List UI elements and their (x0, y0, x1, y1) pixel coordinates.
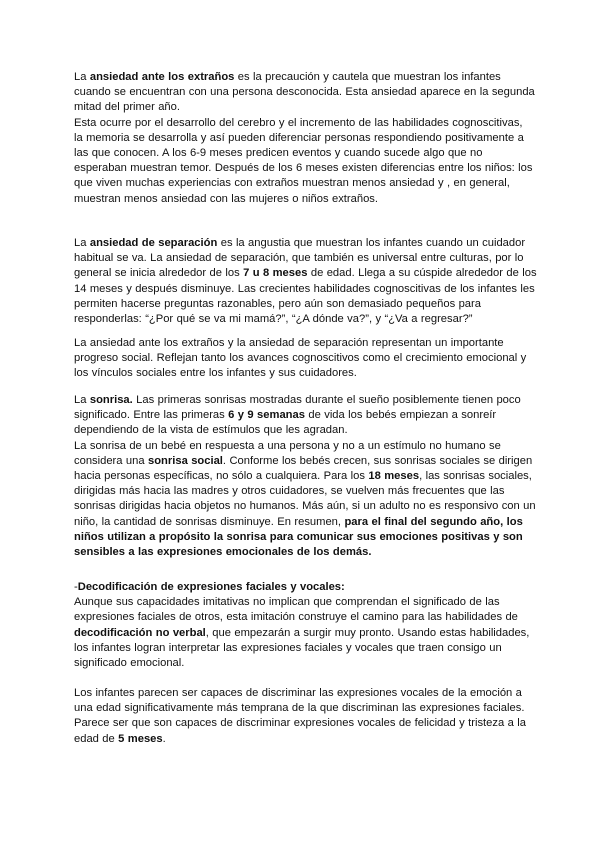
bold-text-run: niños utilizan a propósito la sonrisa para comunicar sus emociones positivas y son (74, 530, 523, 543)
text-run: . (162, 732, 166, 745)
text-run: - (74, 581, 78, 593)
bold-text-run: sonrisa. (89, 394, 133, 406)
text-run: los infantes logran interpretar las expresiones faciales y vocales que traen consigo un (74, 641, 502, 654)
text-line (74, 701, 529, 716)
paragraph-decoding-expressions (74, 580, 529, 671)
text-line (74, 439, 529, 454)
text-run: Las primeras sonrisas mostradas durante el sueño posiblemente tienen poco (132, 394, 521, 406)
text-run: habitual se va. La ansiedad de separación, que también es universal entre culturas, por lo (74, 252, 524, 265)
text-run: , que empezarán a surgir muy pronto. Usando estas habilidades, (205, 626, 530, 639)
text-line (74, 716, 529, 731)
text-run: considera una (74, 454, 148, 467)
text-run: Parece ser que son capaces de discriminar expresiones vocales de felicidad y tristeza a la (74, 717, 526, 730)
text-line (74, 366, 529, 381)
text-line (74, 297, 529, 312)
text-line (74, 580, 529, 595)
text-line (74, 393, 529, 408)
text-line (74, 100, 529, 115)
text-run: La (74, 237, 90, 249)
text-line (74, 70, 529, 85)
text-run: las que conocen. A los 6-9 meses predicen eventos y cuando sucede algo que no (74, 147, 483, 160)
text-line (74, 423, 529, 438)
text-run: . Conforme los bebés crecen, sus sonrisas sociales se dirigen (222, 454, 533, 467)
text-run: significado emocional. (74, 657, 185, 670)
paragraph-separation-anxiety (74, 236, 537, 327)
text-line (74, 266, 537, 281)
text-run: La (74, 394, 90, 406)
bold-text-run: sonrisa social (148, 454, 223, 467)
text-run: responderlas: “¿Por qué se va mi mamá?”, “¿A dónde va?”, y “¿Va a regresar?” (74, 313, 473, 326)
text-line (74, 176, 529, 191)
text-run: que viven muchas experiencias con extraños muestran menos ansiedad y , en general, (74, 177, 510, 190)
text-run: La ansiedad ante los extraños y la ansiedad de separación representan un importante (74, 337, 504, 349)
text-line (74, 251, 529, 266)
text-run: de edad. Llega a su cúspide alrededor de los (307, 267, 537, 280)
text-run: muestran menos ansiedad con las mujeres o niños extraños. (74, 192, 379, 205)
bold-text-run: para el final del segundo año, los (344, 515, 523, 528)
text-line (74, 626, 529, 641)
text-line (74, 146, 529, 161)
text-run: edad de (74, 732, 119, 745)
text-run: esperaban muestran temor. Después de los 6 meses existen diferencias entre los niños: los (74, 162, 533, 175)
text-line (74, 732, 529, 747)
text-line (74, 351, 529, 366)
text-run: hacia personas específicas, no sólo a cualquiera. Para los (74, 470, 369, 483)
bold-text-run: ansiedad ante los extraños (89, 71, 235, 83)
text-run: expresiones faciales de otros, esta imitación construye el camino para las habilidades de (74, 611, 518, 624)
paragraph-vocal-discrimination (74, 686, 529, 747)
paragraph-social-progress (74, 336, 529, 382)
text-line (74, 545, 529, 560)
text-line (74, 641, 529, 656)
text-line (74, 515, 529, 530)
text-run: , las sonrisas sociales, (419, 470, 532, 483)
text-line (74, 454, 533, 469)
text-line (74, 116, 529, 131)
text-line (74, 131, 529, 146)
text-line (74, 192, 529, 207)
text-line (74, 161, 533, 176)
text-run: Los infantes parecen ser capaces de discriminar las expresiones vocales de la emoción a (74, 687, 522, 699)
text-line (74, 85, 535, 100)
text-run: una edad significativamente más temprana de la que discriminan las expresiones faciales. (74, 702, 525, 715)
text-line (74, 469, 532, 484)
text-line (74, 686, 529, 701)
text-line (74, 336, 529, 351)
text-run: general se inicia alrededor de los (74, 267, 244, 280)
text-line (74, 408, 529, 423)
bold-text-run: 7 u 8 meses (243, 267, 308, 280)
text-run: Esta ocurre por el desarrollo del cerebro y el incremento de las habilidades cognoscitivas, (74, 116, 523, 129)
text-run: dependiendo de la vista de estímulos que les agradan. (74, 424, 348, 437)
bold-text-run: ansiedad de separación (89, 237, 218, 249)
text-run: la memoria se desarrolla y así pueden diferenciar personas respondiendo positivamente a (74, 131, 524, 144)
text-run: dirigidas más hacia las madres y otros cuidadores, se vuelven más frecuentes que las (74, 485, 505, 498)
text-run: La sonrisa de un bebé en respuesta a una persona y no a un estímulo no humano se (74, 439, 501, 452)
text-run: niño, la cantidad de sonrisas disminuye. En resumen, (74, 515, 345, 528)
text-run: significado. Entre las primeras (74, 409, 229, 422)
bold-text-run: 18 meses (368, 470, 420, 483)
bold-text-run: 5 meses (118, 732, 163, 745)
paragraph-stranger-anxiety (74, 70, 535, 207)
text-line (74, 530, 529, 545)
text-run: 14 meses y después disminuye. Las crecientes habilidades cognoscitivas de los infantes les (74, 282, 535, 295)
text-line (74, 484, 529, 499)
text-line (74, 656, 529, 671)
text-run: sonrisas dirigidas hacia objetos no humanos. Más aún, si un adulto no es responsivo con un (74, 500, 536, 513)
text-line (74, 312, 529, 327)
text-run: de vida los bebés empiezan a sonreír (304, 409, 497, 422)
text-run: permiten hacerse preguntas razonables, pero aún son demasiado pequeños para (74, 297, 481, 310)
text-run: Aunque sus capacidades imitativas no implican que comprendan el significado de las (74, 596, 500, 609)
bold-text-run: decodificación no verbal (74, 626, 206, 639)
text-run: es la precaución y cautela que muestran los infantes (234, 71, 501, 83)
text-run: La (74, 71, 90, 83)
bold-text-run: Decodificación de expresiones faciales y vocales: (77, 581, 345, 593)
text-run: progreso social. Reflejan tanto los avances cognoscitivos como el crecimiento emocional y (74, 352, 527, 365)
text-run: es la angustia que muestran los infantes cuando un cuidador (217, 237, 526, 249)
text-line (74, 595, 529, 610)
text-line (74, 282, 535, 297)
text-line (74, 236, 529, 251)
text-run: los vínculos sociales entre los infantes y sus cuidadores. (74, 367, 357, 380)
paragraph-smile (74, 393, 536, 560)
text-run: mitad del primer año. (74, 101, 180, 114)
text-line (74, 499, 536, 514)
text-line (74, 610, 529, 625)
bold-text-run: sensibles a las expresiones emocionales de los demás. (74, 546, 372, 559)
bold-text-run: 6 y 9 semanas (228, 409, 305, 422)
text-run: cuando se encuentran con una persona desconocida. Esta ansiedad aparece en la segunda (74, 86, 535, 99)
